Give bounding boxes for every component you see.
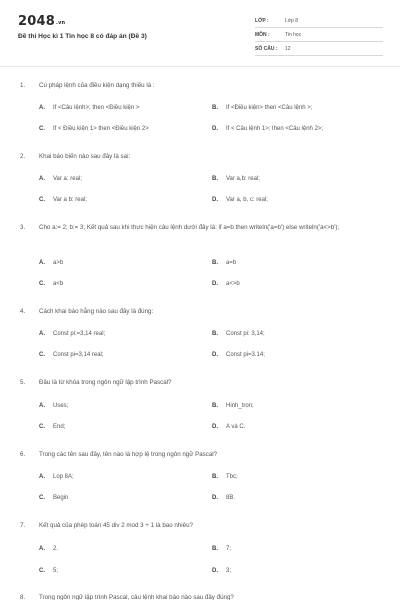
meta-value: Lớp 8 [285, 18, 299, 24]
option-1b[interactable] [212, 103, 312, 113]
option-5d[interactable] [212, 422, 245, 432]
option-letter: A. [39, 176, 45, 182]
question-6 [20, 449, 384, 461]
option-4b[interactable] [212, 329, 265, 339]
question-number: 7. [20, 522, 26, 529]
option-letter: A. [39, 403, 45, 409]
question-4 [20, 306, 384, 318]
question-7 [20, 520, 384, 532]
option-letter: A. [39, 546, 45, 552]
option-text: Const pi=3,14 real; [53, 352, 104, 358]
option-7d[interactable] [212, 566, 231, 576]
question-number: 4. [20, 308, 26, 315]
option-1c[interactable] [39, 124, 149, 134]
option-letter: A. [39, 474, 45, 480]
option-5a[interactable] [39, 401, 68, 411]
option-5b[interactable] [212, 401, 254, 411]
meta-label: LỚP : [255, 18, 269, 24]
option-letter: D. [212, 495, 218, 501]
option-text: Const pi: 3,14; [226, 331, 265, 337]
question-number: 8. [20, 594, 26, 600]
question-number: 6. [20, 451, 26, 458]
option-text: Var a, b, c: real; [226, 197, 268, 203]
meta-row-class [255, 14, 383, 28]
question-3 [20, 222, 384, 234]
option-text: Uses; [53, 403, 69, 409]
option-text: Var a b: real; [53, 197, 87, 203]
option-letter: D. [212, 352, 218, 358]
option-letter: C. [39, 495, 45, 501]
option-text: a>b [53, 260, 64, 266]
meta-row-subject [255, 28, 383, 42]
question-number: 5. [20, 379, 26, 386]
option-2b[interactable] [212, 174, 260, 184]
option-letter: B. [212, 403, 218, 409]
page-title: Đề thi Học kì 1 Tin học 8 có đáp án (Đề 3) [18, 33, 147, 40]
option-letter: D. [212, 424, 218, 430]
option-letter: B. [212, 474, 218, 480]
question-number: 1. [20, 82, 26, 89]
option-7b[interactable] [212, 544, 231, 554]
question-8 [20, 592, 384, 600]
option-letter: C. [39, 281, 45, 287]
question-text: Kết quả của phép toán 45 div 2 mod 3 + 1 là bao nhiêu? [39, 522, 193, 529]
option-letter: A. [39, 331, 45, 337]
question-2 [20, 151, 384, 163]
option-text: If < Câu lệnh 1>; then <Câu lệnh 2>; [226, 126, 324, 132]
option-7a[interactable] [39, 544, 58, 554]
option-letter: D. [212, 281, 218, 287]
site-logo[interactable] [18, 14, 65, 29]
question-text: Khai báo biến nào sau đây là sai: [39, 153, 131, 160]
question-text: Cho a:= 2; b:= 3; Kết quả sau khi thực hiện câu lệnh dưới đây là: if a=b then writeln('a=b') else writeln('a<>b'); [39, 224, 340, 231]
option-6b[interactable] [212, 472, 238, 482]
question-text: Cú pháp lệnh của điều kiện dạng thiếu là : [39, 82, 155, 89]
option-1d[interactable] [212, 124, 323, 134]
question-text: Trong ngôn ngữ lập trình Pascal, câu lệnh khai báo nào sau đây đúng? [39, 594, 234, 600]
option-letter: B. [212, 331, 218, 337]
option-6a[interactable] [39, 472, 74, 482]
question-1 [20, 80, 384, 92]
option-3b[interactable] [212, 258, 236, 268]
option-text: Var a,b: real; [226, 176, 260, 182]
question-5 [20, 377, 384, 389]
option-letter: C. [39, 197, 45, 203]
option-letter: B. [212, 260, 218, 266]
option-letter: A. [39, 260, 45, 266]
question-number: 2. [20, 153, 26, 160]
logo-suffix-text: .vn [55, 20, 66, 26]
option-text: Lop 8A; [53, 474, 74, 480]
option-text: 8B. [226, 495, 236, 501]
option-letter: C. [39, 424, 45, 430]
logo-main-text: 2048 [18, 14, 55, 29]
option-6c[interactable] [39, 493, 68, 503]
option-3d[interactable] [212, 279, 240, 289]
option-text: End; [53, 424, 66, 430]
option-letter: B. [212, 546, 218, 552]
option-text: 5; [53, 568, 59, 574]
option-letter: D. [212, 568, 218, 574]
option-letter: A. [39, 105, 45, 111]
option-4a[interactable] [39, 329, 105, 339]
option-3a[interactable] [39, 258, 63, 268]
option-text: a<>b [226, 281, 240, 287]
option-text: A và C. [226, 424, 246, 430]
option-text: a<b [53, 281, 64, 287]
option-text: 3; [226, 568, 232, 574]
option-text: If <Câu lệnh>; then <Điều kiện > [53, 105, 140, 111]
option-1a[interactable] [39, 103, 139, 113]
meta-row-count [255, 42, 383, 56]
option-text: Const pi=3.14; [226, 352, 265, 358]
option-text: Var a: real; [53, 176, 82, 182]
question-text: Cách khai báo hằng nào sau đây là đúng: [39, 308, 154, 315]
option-text: 7; [226, 546, 232, 552]
option-4c[interactable] [39, 350, 104, 360]
option-6d[interactable] [212, 493, 235, 503]
option-letter: D. [212, 197, 218, 203]
option-2c[interactable] [39, 195, 87, 205]
meta-value: 12 [285, 46, 291, 52]
meta-label: SỐ CÂU : [255, 46, 278, 52]
option-text: If <Điều kiện> then <Câu lệnh >; [226, 105, 313, 111]
option-text: Tbc; [226, 474, 238, 480]
question-text: Đâu là từ khóa trong ngôn ngữ lập trình Pascal? [39, 379, 172, 386]
option-letter: D. [212, 126, 218, 132]
option-text: a=b [226, 260, 237, 266]
option-7c[interactable] [39, 566, 58, 576]
question-text: Trong các tên sau đây, tên nào là hợp lệ trong ngôn ngữ Pascal? [39, 451, 218, 458]
header-divider [0, 66, 400, 67]
option-3c[interactable] [39, 279, 63, 289]
meta-value: Tin học [285, 32, 302, 38]
option-letter: B. [212, 176, 218, 182]
option-text: Hinh_tron; [226, 403, 254, 409]
document-header [0, 0, 400, 66]
option-2a[interactable] [39, 174, 82, 184]
option-letter: B. [212, 105, 218, 111]
meta-label: MÔN : [255, 32, 270, 38]
option-text: If < Điều kiện 1> then <Điều kiện 2> [53, 126, 149, 132]
option-letter: C. [39, 352, 45, 358]
option-text: 2. [53, 546, 59, 552]
option-text: Begin [53, 495, 69, 501]
option-5c[interactable] [39, 422, 65, 432]
option-letter: C. [39, 568, 45, 574]
question-number: 3. [20, 224, 26, 231]
option-letter: C. [39, 126, 45, 132]
option-2d[interactable] [212, 195, 268, 205]
option-text: Const pi:=3,14 real; [53, 331, 106, 337]
option-4d[interactable] [212, 350, 265, 360]
